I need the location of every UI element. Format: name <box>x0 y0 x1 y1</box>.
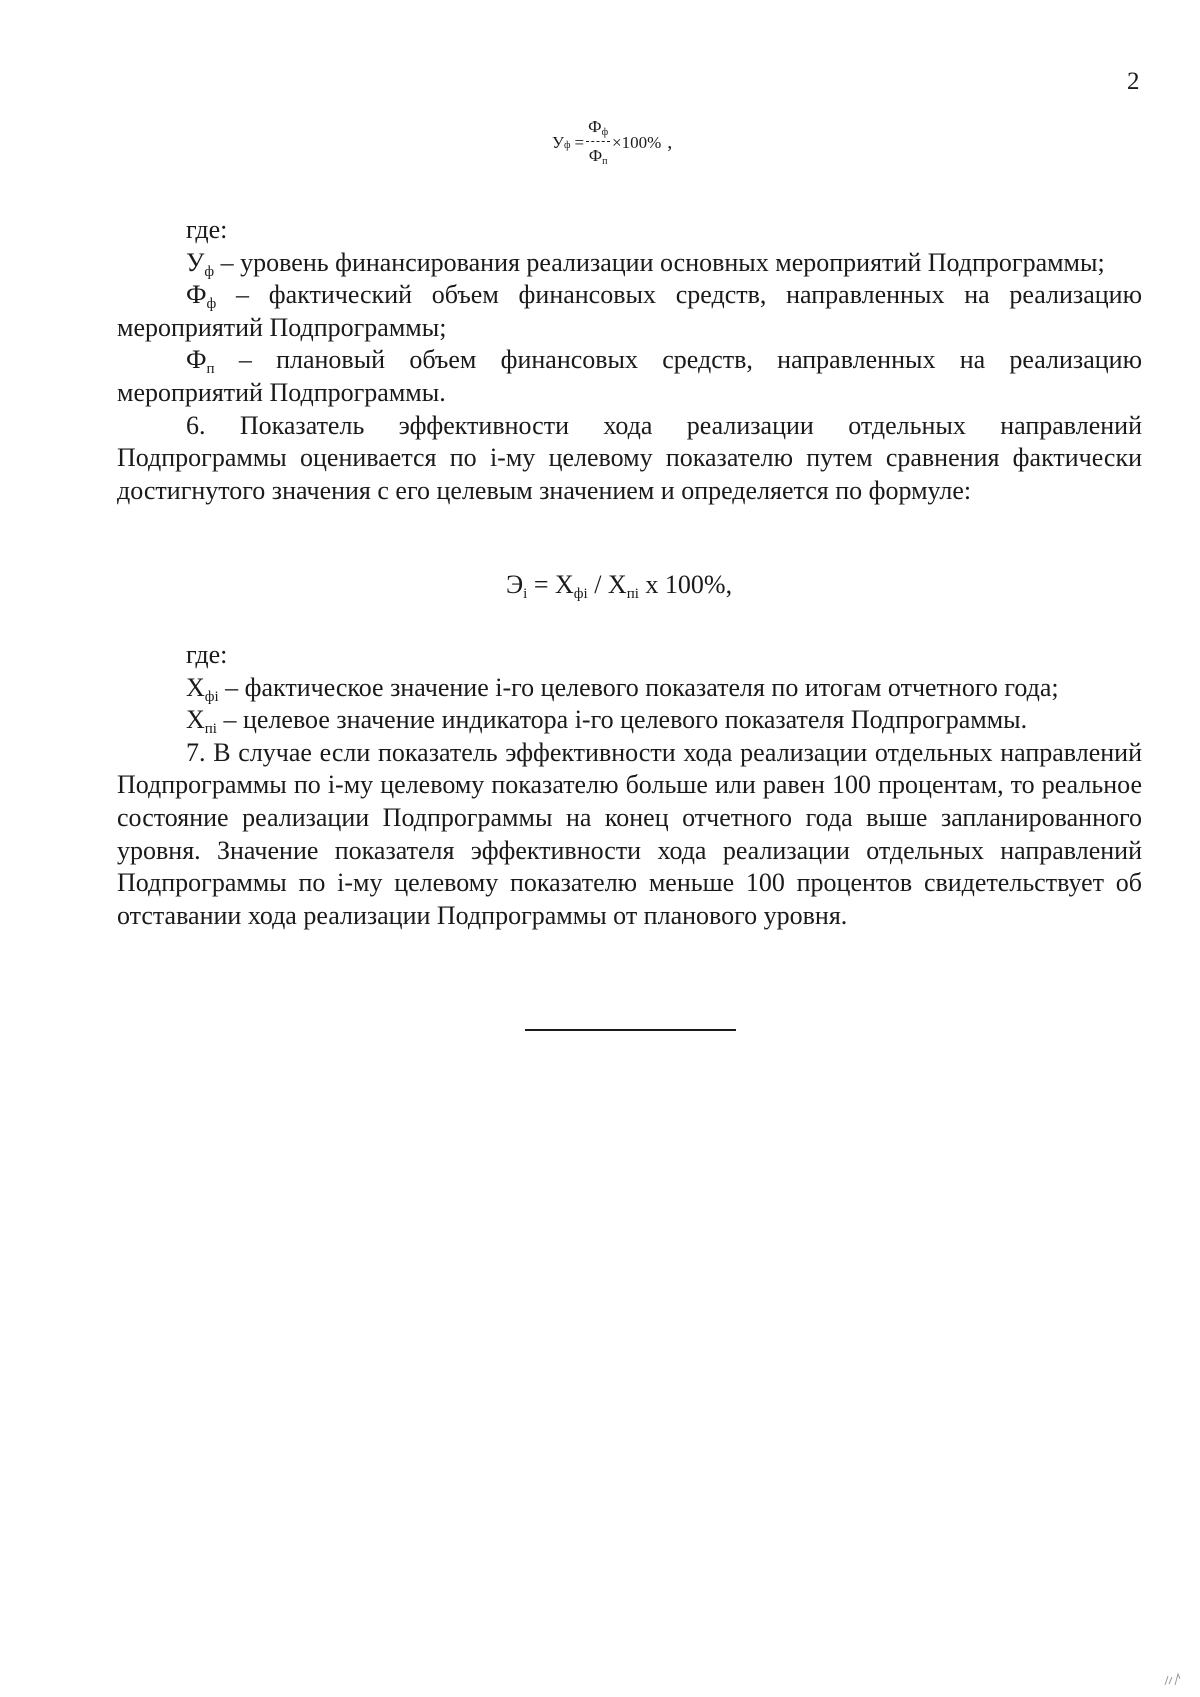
handwritten-mark-icon <box>1163 1670 1187 1688</box>
definitions-block-2 <box>117 639 1142 932</box>
definition-symbol: Х <box>186 672 205 702</box>
definition-text: – целевое значение индикатора i-го целевого показателя Подпрограммы. <box>216 705 1028 735</box>
definition-item <box>117 704 1142 737</box>
definition-symbol: Ф <box>186 345 207 375</box>
target-value-subscript: пi <box>626 586 639 602</box>
formula-equals: = <box>574 132 585 152</box>
denominator-subscript: п <box>602 156 608 167</box>
definition-text: – уровень финансирования реализации основных мероприятий Подпрограммы; <box>214 247 1105 277</box>
definition-item <box>117 672 1142 705</box>
efficiency-subscript: i <box>523 586 528 602</box>
where-label: где: <box>186 640 228 669</box>
actual-value-subscript: фi <box>573 586 588 602</box>
financing-level-formula <box>552 118 672 167</box>
definition-symbol: У <box>186 247 205 277</box>
formula-lhs <box>552 133 571 153</box>
formula-lhs-subscript: ф <box>564 139 571 151</box>
definition-item <box>117 247 1142 280</box>
formula-slash: / <box>587 570 608 599</box>
fraction-denominator <box>589 142 608 167</box>
definition-subscript: пi <box>204 721 217 738</box>
definition-symbol: Ф <box>186 280 207 310</box>
definition-symbol: Х <box>186 705 205 735</box>
paragraph-7: 7. В случае если показатель эффективности хода реализации отдельных направлений Подпрограммы по i-му целевому показателю больше или равен 100 процентам, то реальное состояние реализации Подпрограммы на конец отчетного года выше запланированного уровня. Значение показателя эффективности хода реализации отдельных направлений Подпрограммы по i-му целевому показателю меньше 100 процентов свидетельствует об отставании хода реализации Подпрограммы от планового уровня. <box>117 737 1142 930</box>
page-number: 2 <box>1127 68 1140 95</box>
actual-value-symbol: Х <box>555 570 574 599</box>
definition-subscript: фi <box>204 688 219 705</box>
formula-lhs-symbol: У <box>552 132 565 152</box>
handwritten-mark <box>1163 1670 1187 1693</box>
end-separator-line <box>525 1029 736 1031</box>
definition-text: – плановый объем финансовых средств, направленных на реализацию мероприятий Подпрограммы. <box>117 345 1142 407</box>
efficiency-symbol: Э <box>506 570 524 599</box>
where-label: где: <box>186 215 228 244</box>
formula-comma: , <box>667 131 673 153</box>
efficiency-formula <box>506 570 732 600</box>
numerator-subscript: ф <box>601 127 609 138</box>
definition-subscript: ф <box>204 263 215 280</box>
fraction-numerator <box>586 118 610 142</box>
formula-equals: = <box>527 570 556 599</box>
formula-tail: х 100%, <box>638 570 733 599</box>
definition-text: – фактический объем финансовых средств, направленных на реализацию мероприятий Подпрограммы; <box>117 280 1142 342</box>
paragraph-6: 6. Показатель эффективности хода реализации отдельных направлений Подпрограммы оценивается по i-му целевому показателю путем сравнения фактически достигнутого значения с его целевым значением и определяется по формуле: <box>117 410 1142 505</box>
definitions-block-1 <box>117 214 1142 507</box>
definition-subscript: п <box>206 361 215 378</box>
definition-item <box>117 344 1142 409</box>
definition-item <box>117 279 1142 344</box>
formula-multiplier: ×100% <box>612 132 662 152</box>
definition-subscript: ф <box>206 296 217 313</box>
denominator-symbol: Ф <box>588 146 603 165</box>
numerator-symbol: Ф <box>588 117 602 136</box>
target-value-symbol: Х <box>607 570 627 599</box>
formula-fraction <box>586 118 610 167</box>
definition-text: – фактическое значение i-го целевого показателя по итогам отчетного года; <box>218 672 1059 702</box>
